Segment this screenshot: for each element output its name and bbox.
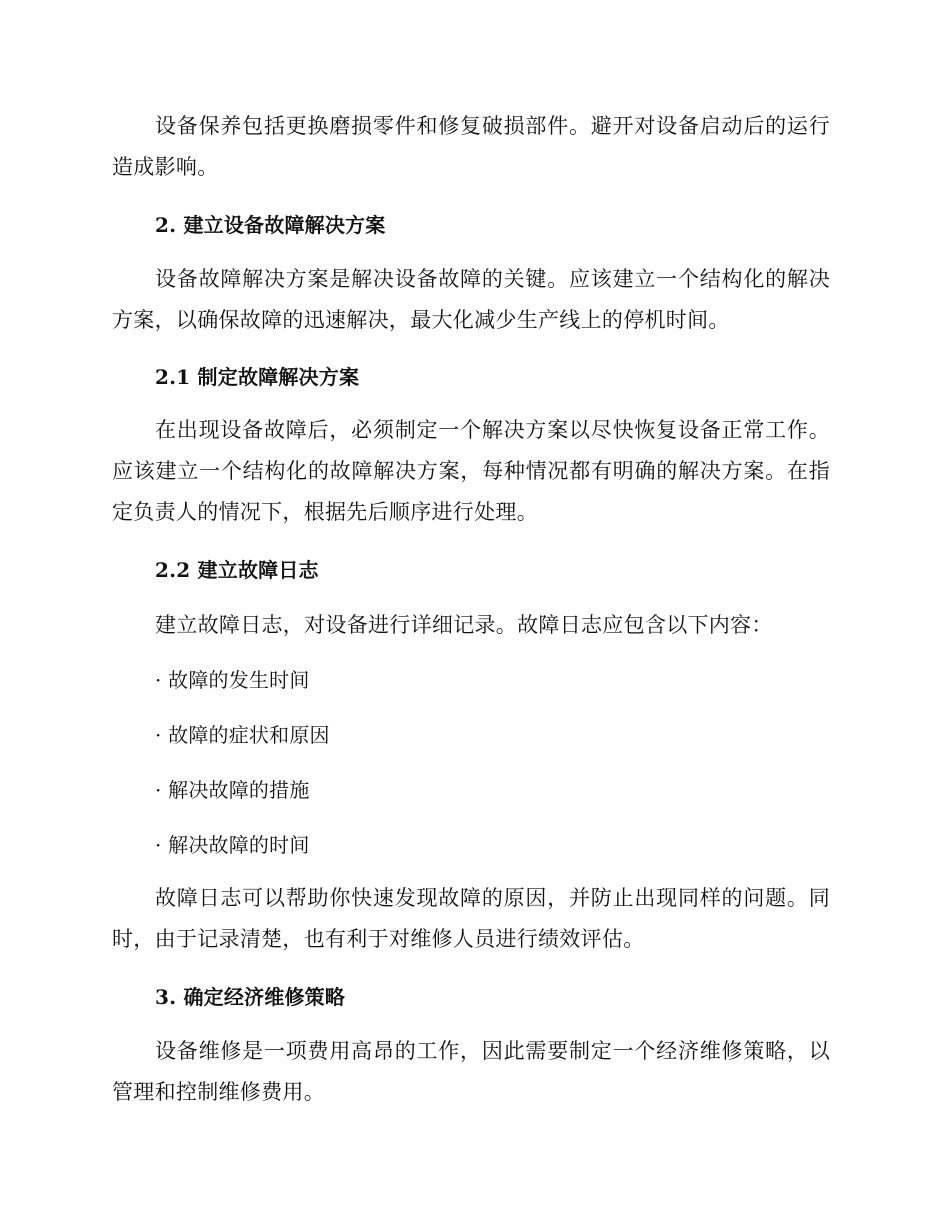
list-item: · 解决故障的时间 bbox=[155, 833, 310, 857]
paragraph-log-benefits: 故障日志可以帮助你快速发现故障的原因，并防止出现同样的问题。同时，由于记录清楚，也有利于对维修人员进行绩效评估。 bbox=[112, 886, 830, 951]
subsection-heading-2-2: 2.2 建立故障日志 bbox=[155, 558, 319, 582]
list-item: · 故障的发生时间 bbox=[155, 668, 310, 692]
paragraph-fault-log: 建立故障日志，对设备进行详细记录。故障日志应包含以下内容： bbox=[155, 613, 773, 637]
section-heading-3: 3. 确定经济维修策略 bbox=[155, 985, 346, 1009]
subsection-heading-2-1: 2.1 制定故障解决方案 bbox=[155, 365, 360, 389]
paragraph-make-solution: 在出现设备故障后，必须制定一个解决方案以尽快恢复设备正常工作。应该建立一个结构化的故障解决方案，每种情况都有明确的解决方案。在指定负责人的情况下，根据先后顺序进行处理。 bbox=[112, 418, 830, 524]
section-heading-2: 2. 建立设备故障解决方案 bbox=[155, 213, 386, 237]
paragraph-maintenance: 设备保养包括更换磨损零件和修复破损部件。避开对设备启动后的运行造成影响。 bbox=[112, 114, 830, 179]
list-item: · 解决故障的措施 bbox=[155, 778, 310, 802]
paragraph-economic-strategy: 设备维修是一项费用高昂的工作，因此需要制定一个经济维修策略，以管理和控制维修费用。 bbox=[112, 1039, 830, 1104]
paragraph-fault-solution: 设备故障解决方案是解决设备故障的关键。应该建立一个结构化的解决方案，以确保故障的迅速解决，最大化减少生产线上的停机时间。 bbox=[112, 267, 830, 332]
list-item: · 故障的症状和原因 bbox=[155, 723, 330, 747]
